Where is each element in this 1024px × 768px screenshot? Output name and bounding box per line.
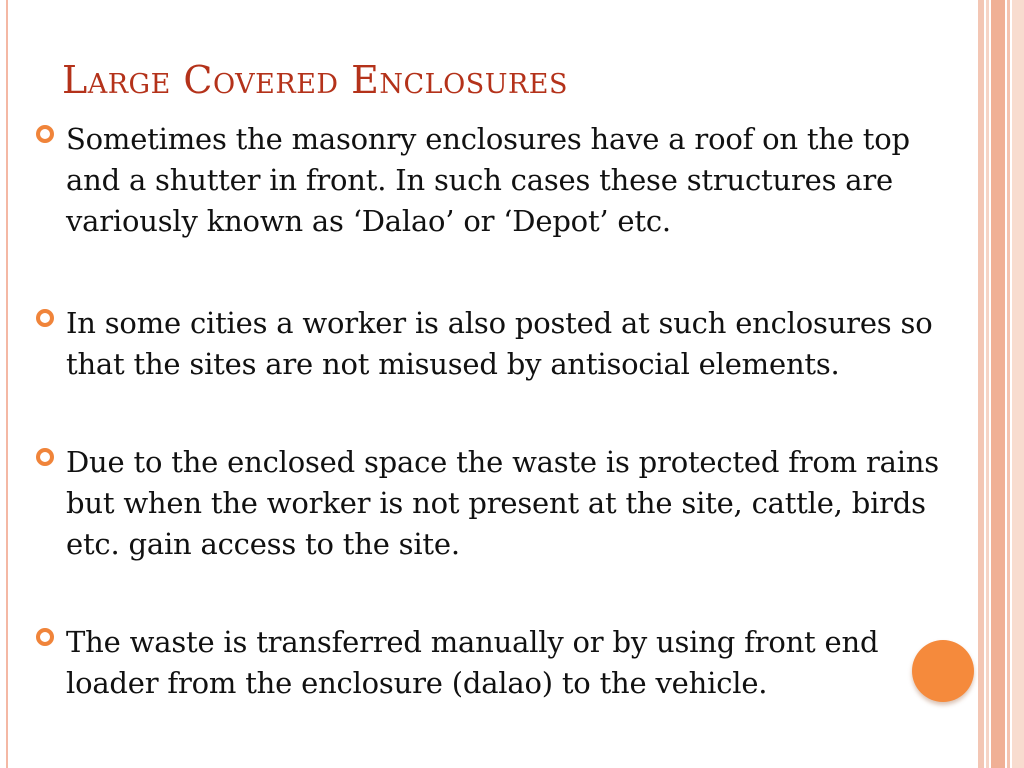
bullet-item: [36, 622, 966, 704]
bullet-item: [36, 303, 966, 385]
bullet-item: [36, 119, 966, 242]
ring-bullet-icon: [36, 309, 54, 327]
stripe: [986, 0, 989, 768]
stripe: [1007, 0, 1010, 768]
right-decorative-stripes: [978, 0, 1024, 768]
bullet-item: [36, 442, 966, 565]
ring-bullet-icon: [36, 448, 54, 466]
orange-accent-circle: [912, 640, 974, 702]
bullet-text: Sometimes the masonry enclosures have a roof on the top and a shutter in front. In such cases these structures are variously known as ‘Dalao’ or ‘Depot’ etc.: [66, 122, 910, 238]
stripe: [1012, 0, 1024, 768]
ring-bullet-icon: [36, 125, 54, 143]
bullet-text: In some cities a worker is also posted at such enclosures so that the sites are not misused by antisocial elements.: [66, 306, 933, 381]
stripe: [991, 0, 1005, 768]
bullet-text: Due to the enclosed space the waste is protected from rains but when the worker is not present at the site, cattle, birds etc. gain access to the site.: [66, 445, 939, 561]
stripe: [978, 0, 984, 768]
bullet-text: The waste is transferred manually or by using front end loader from the enclosure (dalao) to the vehicle.: [66, 625, 879, 700]
ring-bullet-icon: [36, 628, 54, 646]
left-border-line: [6, 0, 8, 768]
slide-title: Large Covered Enclosures: [62, 58, 569, 102]
